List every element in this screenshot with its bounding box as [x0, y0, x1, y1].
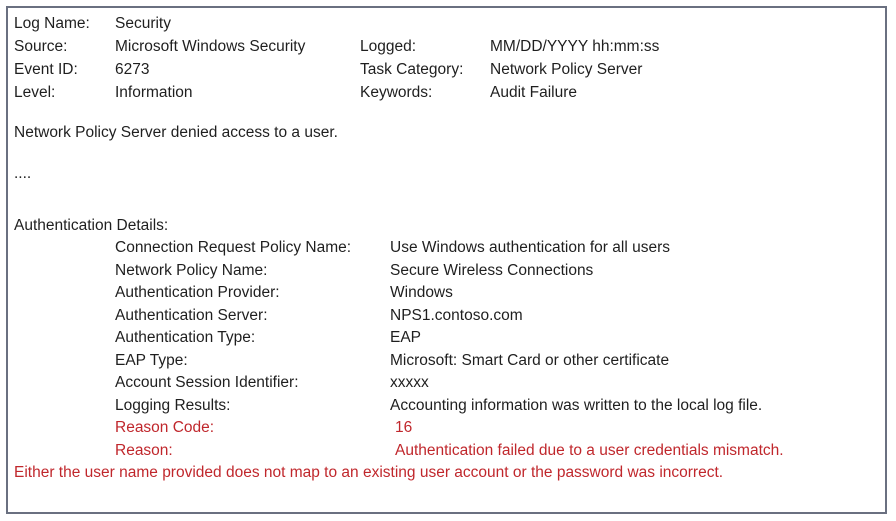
header-spacer-label — [360, 12, 490, 35]
detail-value: NPS1.contoso.com — [390, 306, 523, 324]
detail-label: Reason: — [115, 441, 173, 459]
detail-value: Use Windows authentication for all users — [390, 239, 670, 256]
event-header — [14, 12, 879, 104]
logged-value: MM/DD/YYYY hh:mm:ss — [490, 38, 660, 55]
detail-row-account-session-identifier — [14, 372, 879, 395]
event-log-panel — [6, 6, 887, 514]
detail-row-authentication-provider — [14, 282, 879, 305]
detail-value: Windows — [390, 284, 453, 301]
detail-label: Logging Results: — [115, 396, 231, 414]
detail-row-reason — [14, 440, 879, 463]
detail-row-authentication-type — [14, 327, 879, 350]
level-value: Information — [115, 84, 193, 101]
source-label: Source: — [14, 38, 68, 55]
source-value: Microsoft Windows Security — [115, 38, 306, 55]
detail-value: Accounting information was written to the local log file. — [390, 396, 763, 414]
detail-row-reason-code — [14, 417, 879, 440]
task-category-value: Network Policy Server — [490, 61, 643, 78]
reason-continuation-text: Either the user name provided does not map to an existing user account or the password was incorrect. — [14, 464, 724, 481]
level-label: Level: — [14, 84, 56, 101]
detail-value: Microsoft: Smart Card or other certificate — [390, 351, 670, 369]
detail-row-connection-request-policy — [14, 237, 879, 260]
detail-label: Authentication Provider: — [115, 284, 280, 301]
detail-row-logging-results — [14, 395, 879, 418]
logged-label: Logged: — [360, 38, 417, 55]
detail-value: Secure Wireless Connections — [390, 261, 594, 279]
detail-row-eap-type — [14, 350, 879, 373]
detail-label: Network Policy Name: — [115, 261, 268, 279]
detail-value: xxxxx — [390, 374, 429, 391]
event-id-value: 6273 — [115, 61, 150, 78]
detail-row-authentication-server — [14, 305, 879, 328]
detail-label: Reason Code: — [115, 419, 215, 436]
detail-value: EAP — [390, 329, 422, 346]
event-id-label: Event ID: — [14, 61, 78, 78]
header-row-log-name — [14, 12, 879, 35]
ellipsis-text: .... — [14, 165, 32, 182]
detail-value: 16 — [395, 419, 413, 436]
task-category-label: Task Category: — [360, 61, 464, 78]
event-log-content — [8, 8, 885, 485]
log-name-value: Security — [115, 15, 171, 32]
header-row-source — [14, 35, 879, 58]
detail-label: Authentication Type: — [115, 329, 256, 346]
detail-label: EAP Type: — [115, 351, 188, 369]
header-spacer-value — [490, 12, 879, 35]
detail-row-network-policy-name — [14, 260, 879, 283]
header-row-level — [14, 81, 879, 104]
log-name-label: Log Name: — [14, 15, 90, 32]
header-row-event-id — [14, 58, 879, 81]
detail-label: Connection Request Policy Name: — [115, 239, 352, 256]
event-description: Network Policy Server denied access to a user. — [14, 124, 338, 141]
detail-label: Account Session Identifier: — [115, 374, 299, 391]
detail-label: Authentication Server: — [115, 306, 268, 324]
authentication-details-list — [14, 237, 879, 462]
authentication-details-title: Authentication Details: — [14, 217, 169, 234]
keywords-value: Audit Failure — [490, 84, 578, 101]
keywords-label: Keywords: — [360, 84, 433, 101]
detail-value: Authentication failed due to a user credentials mismatch. — [395, 441, 784, 459]
